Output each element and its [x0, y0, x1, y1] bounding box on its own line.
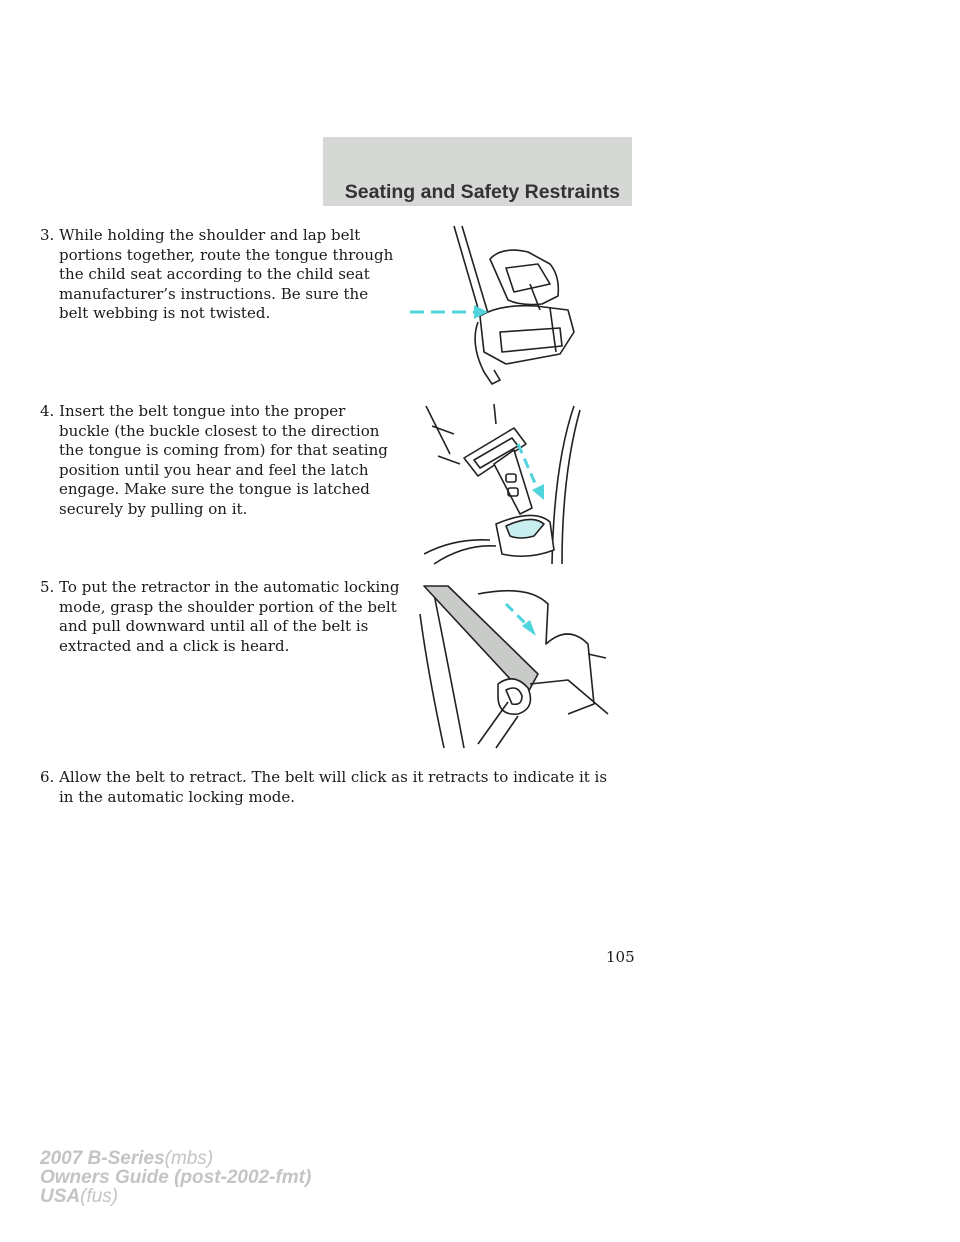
step-text: Insert the belt tongue into the proper buckle (the buckle closest to the direction the tongue is coming from) for that seating position until you hear and feel the latch engage. Make sure the tongue is latched securely by pulling on it.	[59, 402, 388, 518]
step-number: 5.	[40, 578, 55, 596]
shoulder-belt-extraction-illustration	[418, 584, 610, 750]
footer-model-code: (mbs)	[164, 1148, 214, 1169]
direction-arrow	[506, 604, 528, 626]
step-5	[40, 578, 400, 656]
step-6	[40, 768, 610, 807]
step-number: 6.	[40, 768, 55, 786]
step-3	[40, 226, 400, 324]
step-text: Allow the belt to retract. The belt will click as it retracts to indicate it is in the automatic locking mode.	[59, 768, 608, 806]
step-text: While holding the shoulder and lap belt portions together, route the tongue through the child seat according to the child seat manufacturer’s instructions. Be sure the belt webbing is not twisted.	[59, 226, 394, 323]
step-4	[40, 402, 400, 520]
step-text: To put the retractor in the automatic locking mode, grasp the shoulder portion of the belt and pull downward until all of the belt is extracted and a click is heard.	[59, 578, 400, 655]
header-band	[323, 137, 632, 206]
child-seat-belt-routing-illustration	[410, 224, 590, 388]
section-title: Seating and Safety Restraints	[344, 181, 620, 203]
footer-market: USA	[40, 1186, 81, 1207]
footer-guide: Owners Guide (post-2002-fmt)	[40, 1167, 312, 1188]
footer	[40, 1149, 311, 1206]
footer-model: 2007 B-Series	[40, 1148, 165, 1169]
step-number: 3.	[40, 226, 55, 244]
belt-tongue-buckle-illustration	[424, 404, 584, 570]
footer-market-code: (fus)	[80, 1186, 119, 1207]
arrow-head	[532, 484, 544, 500]
step-number: 4.	[40, 402, 55, 420]
page-number: 105	[606, 948, 635, 966]
